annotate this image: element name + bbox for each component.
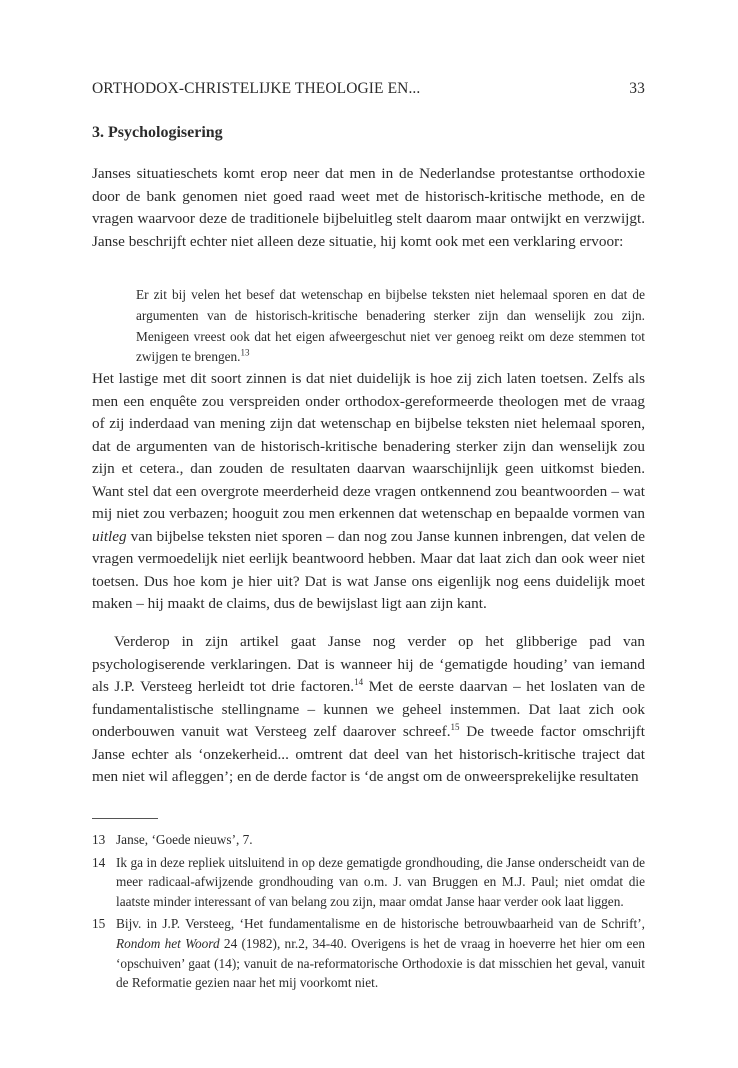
footnotes: [92, 830, 645, 996]
footnote-text-a: Bijv. in J.P. Versteeg, ‘Het fundamentalisme en de historische betrouwbaarheid van de Schrift’,: [116, 916, 645, 932]
paragraph-intro: Janses situatieschets komt erop neer dat men in de Nederlandse protestantse orthodoxie door de bank genomen niet goed raad weet met de historisch-kritische methode, en de vragen waarvoor deze de traditionele bijbeluitleg stelt daarom maar ontwijkt en verzwijgt. Janse beschrijft echter niet alleen deze situatie, hij komt ook met een verklaring ervoor:: [92, 165, 645, 250]
emphasis-uitleg: uitleg: [92, 527, 127, 545]
footnote-text: Janse, ‘Goede nieuws’, 7.: [116, 832, 253, 847]
paragraph-text-a: Verderop in zijn artikel gaat Janse nog verder op het glibberige pad van psychologiserende verklaringen. Dat is wanneer hij de ‘gematigde houding’ van iemand als J.P. Versteeg herleidt tot drie factoren.: [92, 633, 645, 695]
paragraph-testability: [92, 368, 645, 616]
footnote-13: [92, 830, 645, 850]
footnote-ref-13: 13: [240, 347, 250, 358]
footnote-text: Ik ga in deze repliek uitsluitend in op deze gematigde grondhouding, die Janse onderscheidt van de meer radicaal-afwijzende grondhouding van o.m. J. van Bruggen en M.J. Paul; niet omdat die laatste minder interessant of van belang zou zijn, maar omdat Janse haar verder ook laat liggen.: [116, 854, 645, 909]
footnote-journal-title: Rondom het Woord: [116, 935, 220, 951]
paragraph-text-c: De tweede factor omschrijft Janse echter als ‘onzekerheid... omtrent dat deel van het historisch-kritische traject dat men niet wil afleggen’; en de derde factor is ‘de angst om de onweersprekelijke resultaten: [92, 723, 645, 785]
footnote-ref-15: 15: [450, 721, 460, 732]
footnote-14: [92, 853, 645, 912]
footnote-15: [92, 914, 645, 992]
footnote-number: 13: [92, 832, 106, 847]
block-quote: [136, 285, 645, 368]
footnote-number: 14: [92, 854, 106, 870]
paragraph-psychologizing: [92, 631, 645, 789]
running-head: [92, 80, 645, 98]
running-title: ORTHODOX-CHRISTELIJKE THEOLOGIE EN...: [92, 80, 421, 97]
footnote-number: 15: [92, 916, 106, 932]
paragraph-text-b: Met de eerste daarvan – het loslaten van de fundamentalistische stellingname – kunnen we geheel instemmen. Dat laat zich ook onderbouwen vanuit wat Versteeg zelf daarover schreef.: [92, 678, 645, 740]
footnote-text-b: 24 (1982), nr.2, 34-40. Overigens is het de vraag in hoeverre het hier om een ‘opschuiven’ gaat (14); vanuit de na-reformatorische Orthodoxie is dat misschien het geval, vanuit de Reformatie gezien naar het mij voorkomt niet.: [116, 935, 646, 991]
footnote-separator: [92, 818, 158, 819]
quote-text: Er zit bij velen het besef dat wetenschap en bijbelse teksten niet helemaal sporen en dat de argumenten van de historisch-kritische benadering sterker zijn dan wenselijk zou zijn. Menigeen vreest ook dat het eigen afweergeschut niet ver genoeg reikt om deze stemmen tot zwijgen te brengen.: [136, 287, 645, 365]
page-number: 33: [629, 80, 645, 97]
section-title: 3. Psychologisering: [92, 124, 223, 141]
footnote-ref-14: 14: [354, 676, 364, 687]
paragraph-text-a: Het lastige met dit soort zinnen is dat niet duidelijk is hoe zij zich laten toetsen. Zelfs als men een enquête zou verspreiden onder orthodox-gereformeerde theologen met de vraag of zij inderdaad van mening zijn dat wetenschap en bijbelse teksten niet helemaal sporen, dat de argumenten van de historisch-kritische benadering sterker zijn dan wenselijk zou zijn et cetera., dan zouden de resultaten daarvan waarschijnlijk geen uitkomst bieden. Want stel dat een overgrote meerderheid deze vragen ontkennend zou beantwoorden – wat mij niet zou verbazen; hooguit zou men erkennen dat wetenschap en bepaalde vormen van: [92, 370, 645, 522]
paragraph-text-b: van bijbelse teksten niet sporen – dan nog zou Janse kunnen inbrengen, dat velen de vragen vermoedelijk niet eerlijk beantwoord hebben. Maar dat laat zich dan ook weer niet toetsen. Dus hoe kom je hier uit? Dat is wat Janse ons eigenlijk nog eens duidelijk moet maken – hij maakt de claims, dus de bewijslast ligt aan zijn kant.: [92, 527, 646, 612]
